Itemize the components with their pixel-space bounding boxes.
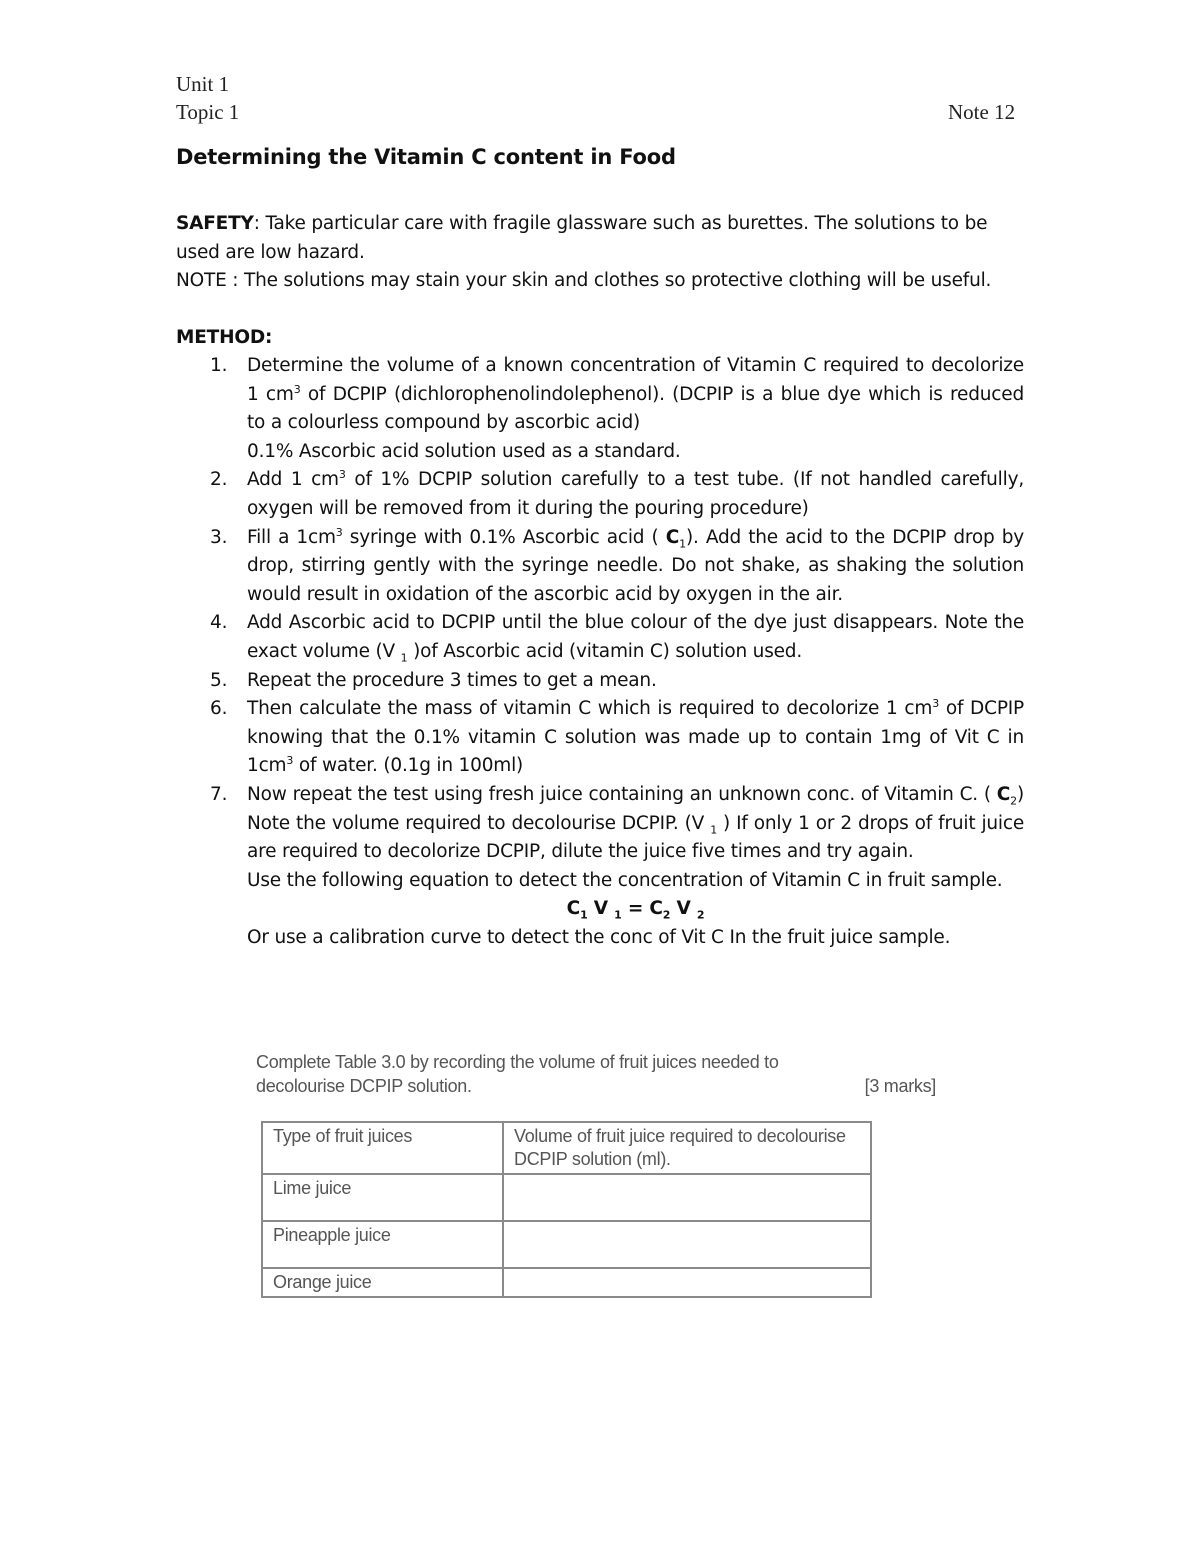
- safety-paragraph: [176, 210, 1024, 267]
- subscript: 1: [679, 537, 686, 551]
- unit-label: Unit 1: [176, 72, 230, 96]
- step-text-part: ). Add the acid to the DCPIP drop by drop, stirring gently with the syringe needle. Do not shake, as shaking the solution would result in oxidation of the ascorbic acid by oxygen in the air.: [247, 526, 1024, 605]
- method-step-5: [176, 667, 1024, 696]
- topic-label: Topic 1: [176, 100, 240, 124]
- step-text: Repeat the procedure 3 times to get a mean.: [247, 669, 657, 691]
- superscript: 3: [293, 382, 301, 396]
- subscript: 1: [400, 651, 408, 665]
- subscript: 1: [580, 908, 588, 922]
- step-text-part: Then calculate the mass of vitamin C which is required to decolorize 1 cm: [247, 698, 933, 720]
- safety-text: : Take particular care with fragile glassware such as burettes. The solutions to be used are low hazard.: [176, 213, 988, 263]
- note-label: NOTE: [176, 270, 227, 291]
- method-step-1: [176, 352, 1024, 466]
- concentration-symbol: C: [665, 526, 680, 548]
- method-heading: METHOD:: [176, 327, 273, 348]
- table-instruction: [256, 1050, 936, 1098]
- eq-part: V: [587, 898, 615, 920]
- step-text-part: Add 1 cm: [247, 469, 339, 491]
- volume-cell[interactable]: [503, 1268, 871, 1297]
- subscript: 2: [662, 908, 671, 922]
- superscript: 3: [286, 754, 294, 768]
- juice-type-cell: Lime juice: [262, 1174, 503, 1221]
- volume-cell[interactable]: [503, 1221, 871, 1268]
- step-number: 4.: [210, 612, 228, 634]
- step-text: [247, 466, 1024, 523]
- step-number: 2.: [210, 469, 228, 491]
- juice-type-cell: Pineapple juice: [262, 1221, 503, 1268]
- marks-label: [3 marks]: [864, 1076, 936, 1096]
- step-text: [247, 781, 1024, 867]
- note-paragraph: [176, 267, 1024, 296]
- method-steps: [176, 352, 1024, 952]
- step-text-part: of DCPIP knowing that the 0.1% vitamin C solution was made up to contain 1mg of Vit C in 1cm: [247, 698, 1024, 777]
- method-step-7: [176, 781, 1024, 953]
- subscript: 2: [696, 908, 705, 922]
- eq-part: V: [670, 898, 697, 920]
- calibration-note: Or use a calibration curve to detect the conc of Vit C In the fruit juice sample.: [247, 926, 951, 948]
- method-step-2: [176, 466, 1024, 523]
- safety-label: SAFETY: [176, 213, 254, 234]
- column-header: Volume of fruit juice required to decolourise DCPIP solution (ml).: [503, 1122, 871, 1174]
- step-text: [247, 609, 1024, 666]
- subscript: 1: [710, 823, 717, 837]
- equation: [247, 895, 1024, 924]
- step-text-part: Determine the volume of a known concentration of Vitamin C required to decolorize 1 cm: [247, 355, 1024, 405]
- step-number: 5.: [210, 669, 228, 691]
- volume-cell[interactable]: [503, 1174, 871, 1221]
- step-text: [247, 695, 1024, 781]
- column-header: Type of fruit juices: [262, 1122, 503, 1174]
- note-text: : The solutions may stain your skin and clothes so protective clothing will be useful.: [226, 270, 992, 291]
- juice-type-cell: Orange juice: [262, 1268, 503, 1297]
- step-text-part: Now repeat the test using fresh juice containing an unknown conc. of Vitamin C. (: [247, 783, 997, 805]
- superscript: 3: [932, 696, 940, 710]
- method-step-6: [176, 695, 1024, 781]
- superscript: 3: [335, 525, 343, 539]
- step-note: 0.1% Ascorbic acid solution used as a standard.: [247, 440, 681, 462]
- step-number: 3.: [210, 526, 228, 548]
- instruction-line: decolourise DCPIP solution.: [256, 1076, 472, 1096]
- step-text-part: )of Ascorbic acid (vitamin C) solution used.: [407, 640, 803, 662]
- method-step-3: [176, 524, 1024, 610]
- fruit-juice-table: [261, 1121, 872, 1298]
- subscript: 1: [614, 908, 622, 922]
- step-text: [247, 524, 1024, 610]
- step-text-part: of DCPIP (dichlorophenolindolephenol). (DCPIP is a blue dye which is reduced to a colourless compound by ascorbic acid): [247, 383, 1025, 434]
- step-text: [247, 352, 1024, 438]
- step-text-part: of 1% DCPIP solution carefully to a test tube. (If not handled carefully, oxygen will be removed from it during the pouring procedure): [247, 469, 1024, 519]
- step-number: 6.: [210, 698, 228, 720]
- table-row: [262, 1268, 871, 1297]
- subscript: 2: [1010, 794, 1017, 808]
- table-row: [262, 1221, 871, 1268]
- step-text-part: of water. (0.1g in 100ml): [293, 755, 524, 777]
- step-text-part: ) Note the volume required to decolourise DCPIP. (V: [247, 783, 1024, 834]
- step-text-part: Add Ascorbic acid to DCPIP until the blue colour of the dye just disappears. Note the exact volume (V: [247, 612, 1024, 662]
- equation-intro: Use the following equation to detect the concentration of Vitamin C in fruit sample.: [247, 869, 1003, 891]
- step-number: 7.: [210, 783, 228, 805]
- method-step-4: [176, 609, 1024, 666]
- step-text-part: Fill a 1cm: [247, 526, 336, 548]
- note-number: Note 12: [948, 100, 1016, 124]
- eq-part: C: [566, 898, 581, 920]
- concentration-symbol: C: [996, 783, 1011, 805]
- page-title: Determining the Vitamin C content in Food: [176, 145, 676, 169]
- step-text-part: syringe with 0.1% Ascorbic acid (: [342, 526, 666, 548]
- step-number: 1.: [210, 355, 228, 376]
- step-text-part: ) If only 1 or 2 drops of fruit juice are required to decolorize DCPIP, dilute the juice five times and try again.: [247, 812, 1025, 863]
- instruction-line: Complete Table 3.0 by recording the volume of fruit juices needed to: [256, 1052, 779, 1072]
- eq-part: = C: [621, 898, 663, 920]
- table-header-row: [262, 1122, 871, 1174]
- superscript: 3: [338, 468, 346, 482]
- table-row: [262, 1174, 871, 1221]
